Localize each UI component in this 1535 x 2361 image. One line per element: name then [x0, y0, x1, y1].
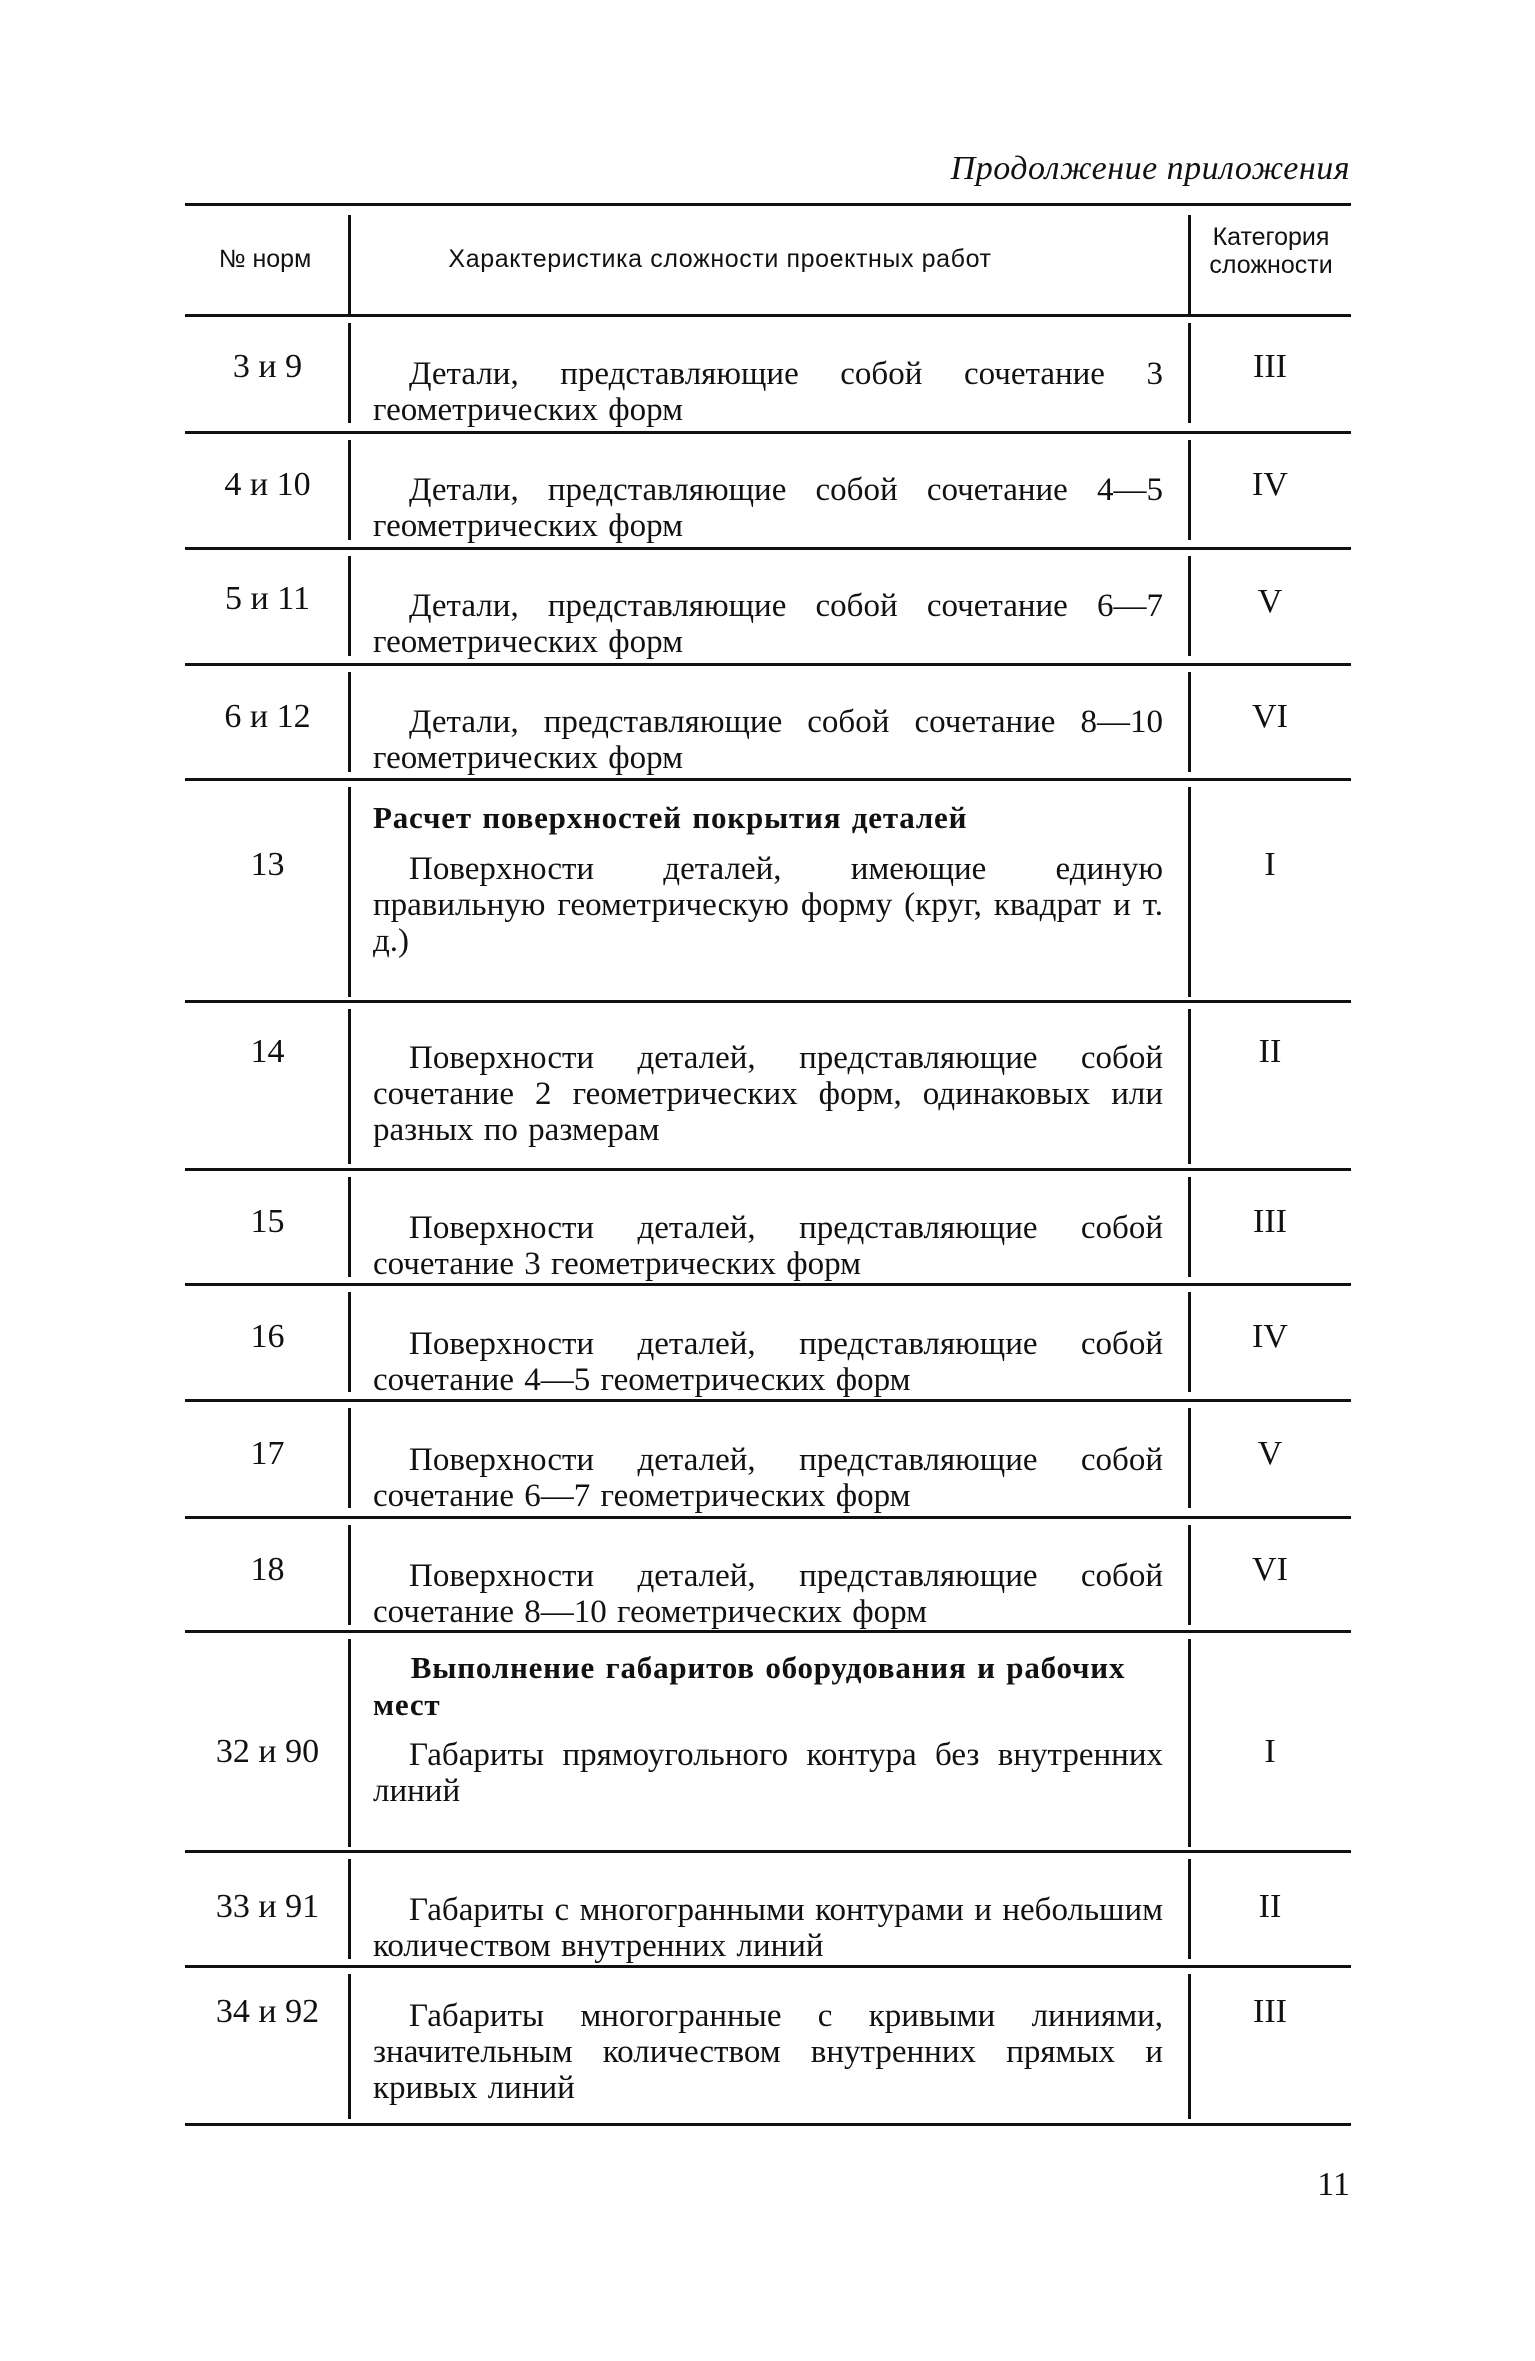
row-description — [373, 1210, 1163, 1282]
column-header-number: № норм — [218, 245, 312, 273]
column-header-category-line2: сложности — [1209, 251, 1333, 279]
column-separator — [348, 440, 351, 540]
row-number: 14 — [250, 1033, 285, 1070]
table-rule — [185, 1630, 1351, 1633]
row-description — [373, 472, 1163, 544]
column-separator — [1188, 215, 1191, 315]
column-separator — [348, 1009, 351, 1164]
table-rule — [185, 778, 1351, 781]
row-number: 18 — [250, 1551, 285, 1588]
row-category: VI — [1252, 698, 1288, 735]
row-category: IV — [1252, 466, 1288, 503]
row-text: Детали, представляющие собой сочетание 3 геометрических форм — [373, 356, 1163, 428]
row-text: Поверхности деталей, представляющие собой сочетание 3 геометрических форм — [373, 1210, 1163, 1282]
column-separator — [1188, 440, 1191, 540]
row-category: VI — [1252, 1551, 1288, 1588]
page-number: 11 — [1317, 2166, 1350, 2203]
row-number: 13 — [250, 846, 285, 883]
column-separator — [1188, 1639, 1191, 1847]
row-category: V — [1257, 1435, 1283, 1472]
row-description — [373, 356, 1163, 428]
column-separator — [348, 323, 351, 423]
row-description — [373, 1649, 1163, 1809]
table-rule — [185, 663, 1351, 666]
column-separator — [348, 1859, 351, 1959]
row-text: Поверхности деталей, представляющие собой сочетание 8—10 геометрических форм — [373, 1558, 1163, 1630]
column-separator — [1188, 1292, 1191, 1392]
row-number: 4 и 10 — [224, 466, 311, 503]
row-text: Детали, представляющие собой сочетание 8—10 геометрических форм — [373, 704, 1163, 776]
column-separator — [348, 787, 351, 997]
column-separator — [1188, 1974, 1191, 2119]
row-category: I — [1264, 1733, 1276, 1770]
table-rule — [185, 1000, 1351, 1003]
column-separator — [348, 1639, 351, 1847]
row-category: I — [1264, 846, 1276, 883]
table-rule — [185, 1516, 1351, 1519]
table-rule — [185, 1399, 1351, 1402]
row-text: Поверхности деталей, представляющие собой сочетание 4—5 геометрических форм — [373, 1326, 1163, 1398]
column-separator — [1188, 556, 1191, 656]
column-separator — [348, 672, 351, 772]
row-number: 6 и 12 — [224, 698, 311, 735]
table-rule — [185, 203, 1351, 206]
table-rule — [185, 314, 1351, 317]
column-separator — [348, 215, 351, 315]
row-number: 15 — [250, 1203, 285, 1240]
column-separator — [1188, 1009, 1191, 1164]
column-header-category — [1191, 223, 1351, 279]
row-description — [373, 1892, 1163, 1964]
table-rule — [185, 1283, 1351, 1286]
table-rule — [185, 431, 1351, 434]
row-number: 16 — [250, 1318, 285, 1355]
row-text: Детали, представляющие собой сочетание 6—7 геометрических форм — [373, 588, 1163, 660]
column-separator — [1188, 1525, 1191, 1625]
row-description — [373, 1442, 1163, 1514]
column-separator — [1188, 672, 1191, 772]
column-header-category-line1: Категория — [1212, 223, 1330, 251]
row-description — [373, 1998, 1163, 2106]
row-number: 5 и 11 — [225, 580, 310, 617]
row-description — [373, 1040, 1163, 1148]
row-description — [373, 1558, 1163, 1630]
column-separator — [1188, 1177, 1191, 1277]
table-rule — [185, 1850, 1351, 1853]
row-text: Поверхности деталей, представляющие собой сочетание 6—7 геометрических форм — [373, 1442, 1163, 1514]
table-rule — [185, 1965, 1351, 1968]
row-category: III — [1253, 1203, 1287, 1240]
section-title: Расчет поверхностей покрытия деталей — [373, 800, 968, 835]
table-rule — [185, 547, 1351, 550]
row-number: 33 и 91 — [215, 1888, 320, 1925]
column-separator — [1188, 787, 1191, 997]
column-separator — [1188, 1859, 1191, 1959]
row-category: III — [1253, 348, 1287, 385]
row-description — [373, 799, 1163, 959]
column-separator — [348, 1408, 351, 1508]
row-description — [373, 1326, 1163, 1398]
row-number: 32 и 90 — [215, 1733, 320, 1770]
table-rule — [185, 2123, 1351, 2126]
column-separator — [348, 1525, 351, 1625]
row-number: 17 — [250, 1435, 285, 1472]
row-category: V — [1257, 583, 1283, 620]
column-separator — [348, 1177, 351, 1277]
column-separator — [348, 556, 351, 656]
row-text: Детали, представляющие собой сочетание 4—5 геометрических форм — [373, 472, 1163, 544]
row-category: II — [1258, 1888, 1282, 1925]
column-header-description: Характеристика сложности проектных работ — [448, 245, 992, 273]
row-number: 34 и 92 — [215, 1993, 320, 2030]
row-category: III — [1253, 1993, 1287, 2030]
row-number: 3 и 9 — [232, 348, 303, 385]
row-description — [373, 704, 1163, 776]
row-text: Поверхности деталей, представляющие собой сочетание 2 геометрических форм, одинаковых или разных по размерам — [373, 1040, 1163, 1148]
row-category: IV — [1252, 1318, 1288, 1355]
row-category: II — [1258, 1033, 1282, 1070]
column-separator — [348, 1974, 351, 2119]
row-text: Поверхности деталей, имеющие единую правильную геометрическую форму (круг, квадрат и т. д.) — [373, 851, 1163, 959]
table-rule — [185, 1168, 1351, 1171]
column-separator — [348, 1292, 351, 1392]
row-text: Габариты многогранные с кривыми линиями, значительным количеством внутренних прямых и кривых линий — [373, 1998, 1163, 2106]
row-text: Габариты с многогранными контурами и небольшим количеством внутренних линий — [373, 1892, 1163, 1964]
continuation-note: Продолжение приложения — [950, 150, 1350, 187]
row-text: Габариты прямоугольного контура без внутренних линий — [373, 1737, 1163, 1809]
row-description — [373, 588, 1163, 660]
section-title: Выполнение габаритов оборудования и рабочих мест — [373, 1650, 1126, 1722]
column-separator — [1188, 1408, 1191, 1508]
column-separator — [1188, 323, 1191, 423]
